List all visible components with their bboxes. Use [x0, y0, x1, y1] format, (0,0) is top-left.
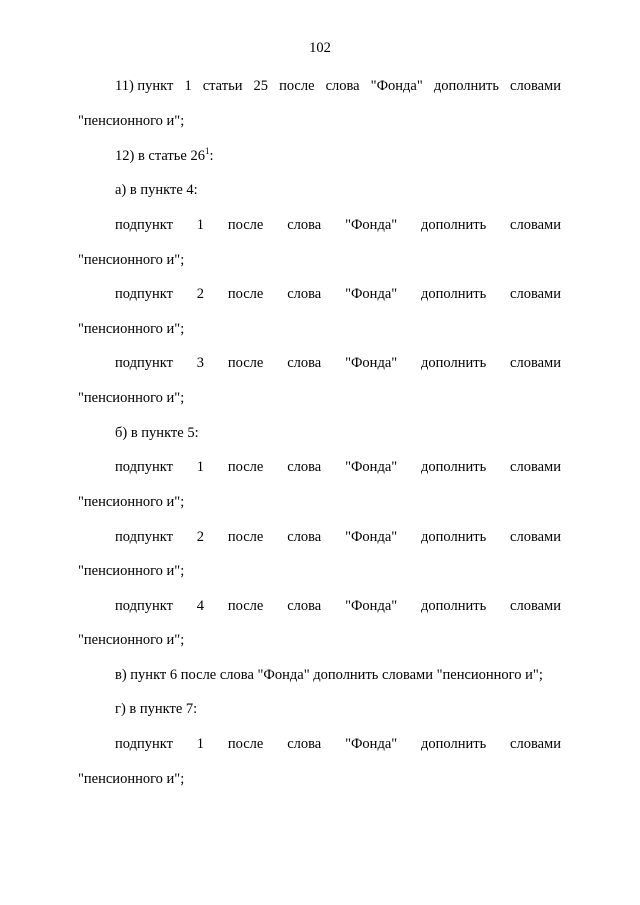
- subparagraph-number: 2: [196, 286, 205, 302]
- amend-with-words: словами: [510, 459, 561, 475]
- amend-with-words: словами: [510, 355, 561, 371]
- amend-label: подпункт: [115, 598, 173, 614]
- amendment-continuation: "пенсионного и";: [78, 494, 185, 510]
- item-11-word: "Фонда": [370, 78, 423, 94]
- subparagraph-number: 1: [196, 459, 205, 475]
- amend-word: слова: [287, 355, 322, 371]
- amend-fund: "Фонда": [345, 598, 398, 614]
- item-11-word: 25: [253, 78, 269, 94]
- amend-with-words: словами: [510, 217, 561, 233]
- amend-fund: "Фонда": [345, 736, 398, 752]
- amendment-line: [115, 459, 561, 476]
- amend-add: дополнить: [421, 598, 487, 614]
- item-12-heading: [115, 148, 213, 165]
- amend-label: подпункт: [115, 459, 173, 475]
- item-12-text: 12) в статье 26: [115, 148, 205, 164]
- amend-label: подпункт: [115, 736, 173, 752]
- amend-word: слова: [287, 286, 322, 302]
- amend-after: после: [227, 459, 264, 475]
- page-number: 102: [309, 40, 331, 56]
- amend-fund: "Фонда": [345, 459, 398, 475]
- item-11-line: [115, 78, 561, 95]
- item-11-word: 11) пункт: [115, 78, 174, 94]
- item-11-continuation: "пенсионного и";: [78, 113, 185, 129]
- amend-label: подпункт: [115, 355, 173, 371]
- amend-add: дополнить: [421, 529, 487, 545]
- amend-with-words: словами: [510, 598, 561, 614]
- item-11-word: дополнить: [433, 78, 499, 94]
- amend-fund: "Фонда": [345, 529, 398, 545]
- subparagraph-number: 4: [196, 598, 205, 614]
- amendment-line: [115, 286, 561, 303]
- amendment-line: [115, 529, 561, 546]
- amend-add: дополнить: [421, 286, 487, 302]
- amend-fund: "Фонда": [345, 286, 398, 302]
- sub-b-heading: б) в пункте 5:: [115, 425, 199, 441]
- subparagraph-number: 3: [196, 355, 205, 371]
- amendment-line: [115, 598, 561, 615]
- amendment-continuation: "пенсионного и";: [78, 563, 185, 579]
- amend-after: после: [227, 529, 264, 545]
- amend-with-words: словами: [510, 529, 561, 545]
- amend-label: подпункт: [115, 286, 173, 302]
- item-11-word: после: [279, 78, 315, 94]
- amendment-continuation: "пенсионного и";: [78, 252, 185, 268]
- subparagraph-number: 1: [196, 217, 205, 233]
- item-12-suffix: :: [209, 148, 214, 164]
- amendment-continuation: "пенсионного и";: [78, 321, 185, 337]
- amendment-line: [115, 217, 561, 234]
- amend-word: слова: [287, 459, 322, 475]
- amend-word: слова: [287, 529, 322, 545]
- amend-word: слова: [287, 598, 322, 614]
- amend-after: после: [227, 598, 264, 614]
- amend-word: слова: [287, 217, 322, 233]
- sub-v-line: в) пункт 6 после слова "Фонда" дополнить словами "пенсионного и";: [115, 667, 543, 683]
- subparagraph-number: 2: [196, 529, 205, 545]
- amend-after: после: [227, 355, 264, 371]
- amend-label: подпункт: [115, 217, 173, 233]
- amendment-continuation: "пенсионного и";: [78, 771, 185, 787]
- amendment-line: [115, 736, 561, 753]
- amend-add: дополнить: [421, 736, 487, 752]
- amend-fund: "Фонда": [345, 217, 398, 233]
- amend-after: после: [227, 217, 264, 233]
- amendment-continuation: "пенсионного и";: [78, 632, 185, 648]
- amend-with-words: словами: [510, 286, 561, 302]
- amendment-line: [115, 355, 561, 372]
- amend-after: после: [227, 286, 264, 302]
- subparagraph-number: 1: [196, 736, 205, 752]
- amend-add: дополнить: [421, 459, 487, 475]
- sub-a-heading: а) в пункте 4:: [115, 182, 198, 198]
- amend-with-words: словами: [510, 736, 561, 752]
- item-12-superscript: 1: [204, 146, 210, 156]
- amend-add: дополнить: [421, 355, 487, 371]
- amend-label: подпункт: [115, 529, 173, 545]
- amendment-continuation: "пенсионного и";: [78, 390, 185, 406]
- item-11-word: словами: [510, 78, 561, 94]
- amend-add: дополнить: [421, 217, 487, 233]
- amend-word: слова: [287, 736, 322, 752]
- amend-after: после: [227, 736, 264, 752]
- sub-g-heading: г) в пункте 7:: [115, 701, 198, 717]
- item-11-word: 1: [184, 78, 192, 94]
- item-11-word: слова: [325, 78, 360, 94]
- amend-fund: "Фонда": [345, 355, 398, 371]
- item-11-word: статьи: [202, 78, 243, 94]
